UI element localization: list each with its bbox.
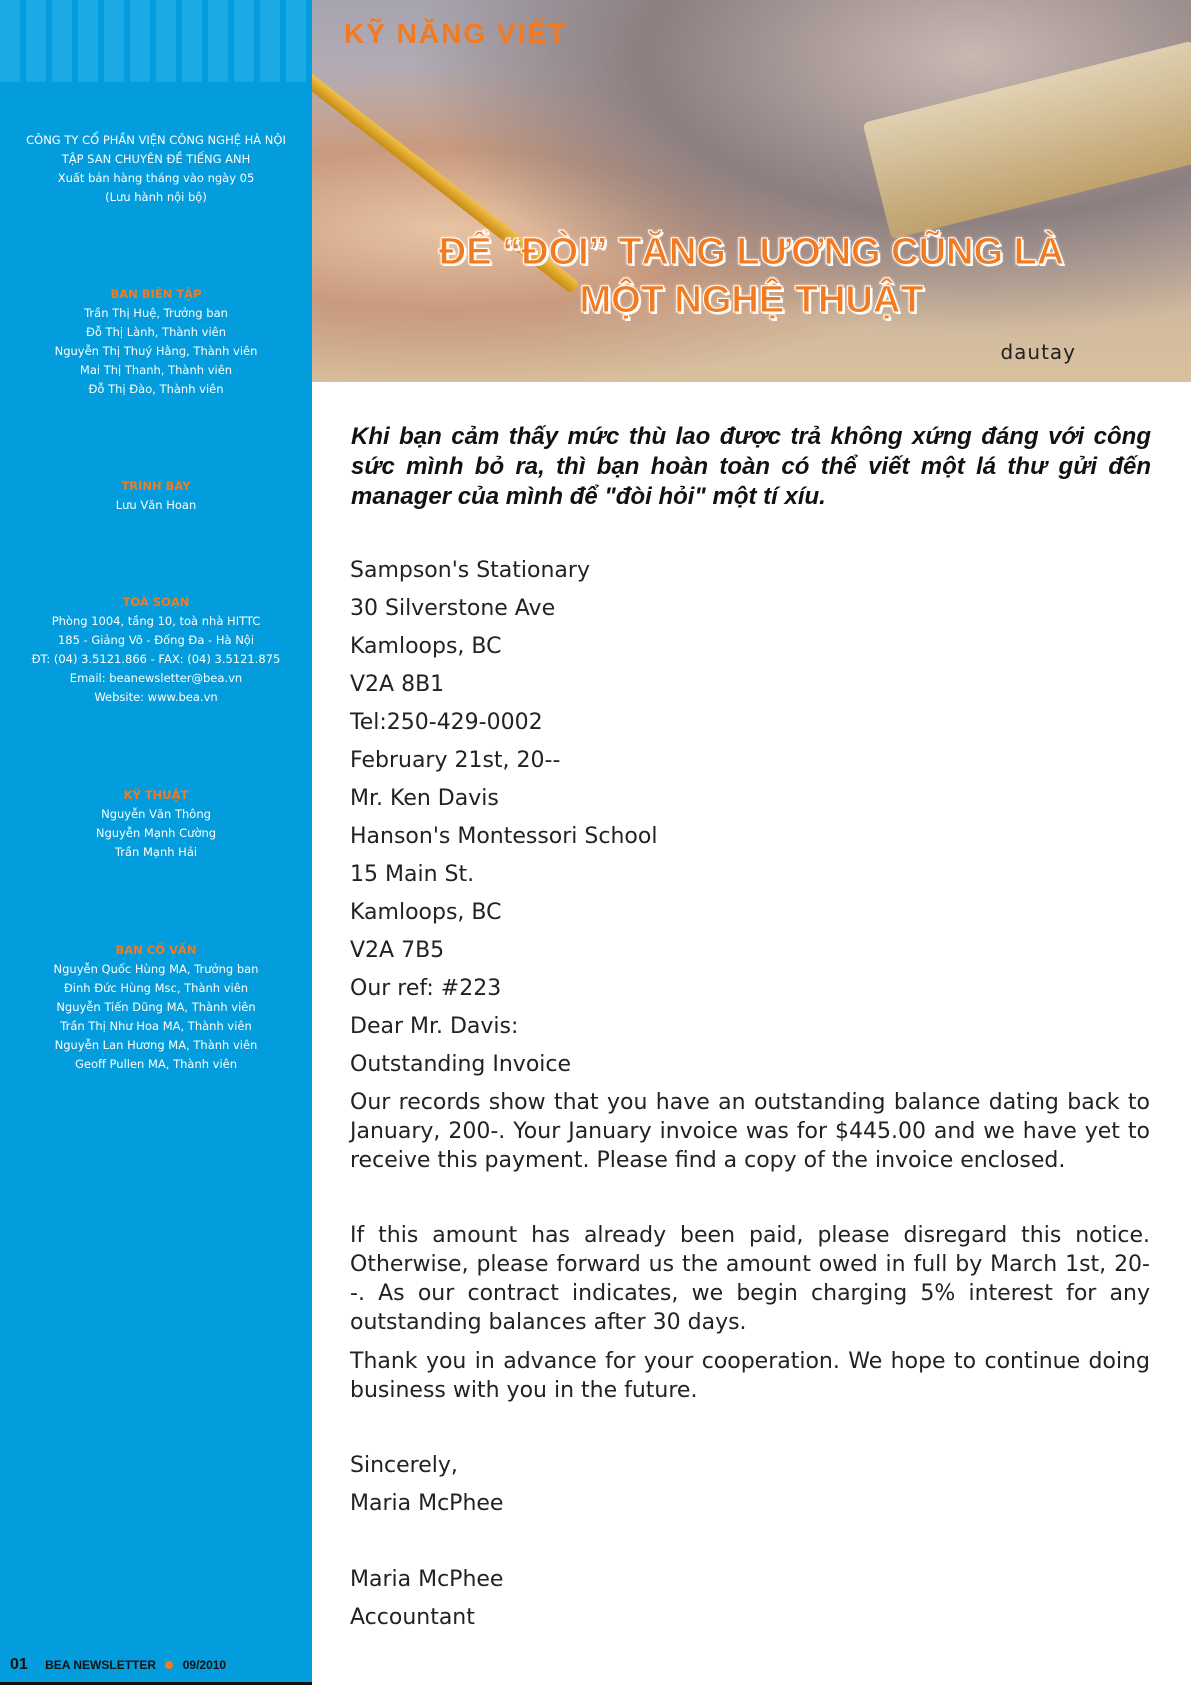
address-line: 185 - Giảng Võ - Đống Đa - Hà Nội	[57, 633, 255, 647]
address-line: Phòng 1004, tầng 10, toà nhà HITTC	[51, 614, 261, 628]
paragraph: Thank you in advance for your cooperation. We hope to continue doing business with you in the future.	[350, 1349, 1150, 1403]
office-info	[0, 593, 312, 707]
distribution-note: (Lưu hành nội bộ)	[105, 190, 207, 204]
sender-address: 30 Silverstone Ave	[350, 596, 556, 621]
staff-line: Geoff Pullen MA, Thành viên	[74, 1057, 238, 1071]
staff-line: Đỗ Thị Lành, Thành viên	[85, 325, 227, 339]
sender-postal: V2A 8B1	[350, 672, 445, 697]
staff-line: Nguyễn Tiến Dũng MA, Thành viên	[56, 1000, 256, 1014]
publication-name: TẬP SAN CHUYÊN ĐỀ TIẾNG ANH	[61, 152, 251, 166]
letter-date: February 21st, 20--	[350, 748, 561, 773]
staff-line: Đỗ Thị Đào, Thành viên	[88, 382, 224, 396]
subject: Outstanding Invoice	[350, 1052, 572, 1077]
company-name: CÔNG TY CỔ PHẦN VIỆN CÔNG NGHỆ HÀ NỘI	[26, 133, 286, 147]
sidebar	[0, 0, 312, 1685]
staff-line: Nguyễn Lan Hương MA, Thành viên	[54, 1038, 258, 1052]
sender-name: Sampson's Stationary	[350, 558, 590, 583]
publication-label: BEA NEWSLETTER	[45, 1658, 157, 1672]
recipient-org: Hanson's Montessori School	[350, 824, 658, 849]
phone-fax: ĐT: (04) 3.5121.866 - FAX: (04) 3.5121.875	[31, 652, 281, 666]
recipient-address: 15 Main St.	[350, 862, 475, 887]
staff-line: Trần Mạnh Hải	[114, 845, 198, 859]
section-heading: BAN CỐ VẤN	[115, 943, 197, 957]
letter-body	[350, 552, 1150, 1637]
recipient-city: Kamloops, BC	[350, 900, 502, 925]
paragraph: Our records show that you have an outstanding balance dating back to January, 200-. Your January invoice was for $445.00 and we have yet to receive this payment. Please find a copy of the invoice enclosed.	[350, 1090, 1150, 1173]
issue-date: 09/2010	[182, 1658, 227, 1672]
sender-phone: Tel:250-429-0002	[350, 710, 543, 735]
staff-line: Nguyễn Mạnh Cường	[95, 826, 217, 840]
publication-schedule: Xuất bản hàng tháng vào ngày 05	[57, 171, 255, 185]
lead-paragraph: Khi bạn cảm thấy mức thù lao được trả không xứng đáng với công sức mình bỏ ra, thì bạn hoàn toàn có thể viết một lá thư gửi đến manager của mình để "đòi hỏi" một tí xíu.	[351, 423, 1151, 510]
staff-line: Mai Thị Thanh, Thành viên	[79, 363, 233, 377]
staff-line: Lưu Văn Hoan	[115, 498, 197, 512]
signer-title: Accountant	[350, 1605, 475, 1630]
banner-image	[312, 0, 1191, 382]
sender-city: Kamloops, BC	[350, 634, 502, 659]
website: Website: www.bea.vn	[94, 690, 218, 704]
staff-line: Trần Thị Như Hoa MA, Thành viên	[60, 1019, 252, 1033]
reference: Our ref: #223	[350, 976, 502, 1001]
recipient-postal: V2A 7B5	[350, 938, 445, 963]
photo-credit: dautay	[1000, 340, 1076, 364]
page-number: 01	[10, 1656, 28, 1673]
recipient-name: Mr. Ken Davis	[350, 786, 499, 811]
staff-line: Nguyễn Quốc Hùng MA, Trưởng ban	[53, 962, 259, 976]
book-shape	[863, 41, 1191, 240]
page-footer	[10, 1656, 226, 1674]
staff-line: Nguyễn Thị Thuý Hằng, Thành viên	[54, 344, 258, 358]
section-heading: BAN BIÊN TẬP	[110, 287, 202, 301]
advisory-board	[0, 941, 312, 1074]
signer-name: Maria McPhee	[350, 1567, 504, 1592]
section-heading: TRÌNH BÀY	[121, 479, 191, 493]
salutation: Dear Mr. Davis:	[350, 1014, 519, 1039]
article-headline	[312, 228, 1191, 324]
section-heading: TOÀ SOẠN	[122, 595, 190, 609]
staff-line: Nguyễn Văn Thông	[101, 807, 211, 821]
headline-line-2: MỘT NGHỆ THUẬT	[579, 279, 924, 321]
bullet-dot-icon	[165, 1661, 173, 1669]
paragraph: If this amount has already been paid, please disregard this notice. Otherwise, please forward us the amount owed in full by March 1st, 20--. As our contract indicates, we begin charging 5% interest for any outstanding balances after 30 days.	[350, 1223, 1150, 1335]
editorial-board	[0, 285, 312, 399]
signature: Maria McPhee	[350, 1491, 504, 1516]
headline-line-1: ĐỂ “ĐÒI” TĂNG LƯƠNG CŨNG LÀ	[438, 231, 1065, 273]
staff-line: Trần Thị Huệ, Trưởng ban	[84, 306, 228, 320]
masthead	[0, 131, 312, 207]
closing: Sincerely,	[350, 1453, 458, 1478]
staff-line: Đinh Đức Hùng Msc, Thành viên	[63, 981, 249, 995]
section-title: KỸ NĂNG VIẾT	[344, 18, 568, 49]
email: Email: beanewsletter@bea.vn	[69, 671, 243, 685]
layout-credits	[0, 477, 312, 515]
technical-credits	[0, 786, 312, 862]
stripe-decoration	[0, 0, 312, 82]
section-heading: KỸ THUẬT	[123, 788, 189, 802]
